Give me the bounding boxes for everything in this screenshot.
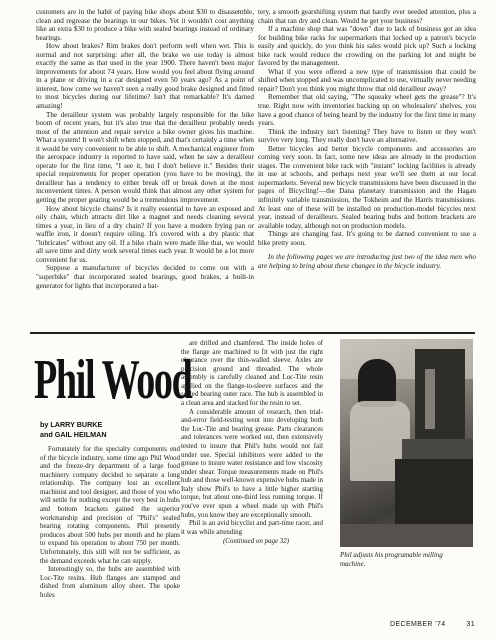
intro-note: In the following pages we are introducing just two of the idea men who are helping to bring about these changes in the bicycle industry. (258, 253, 476, 270)
paragraph: The derailleur system was probably largely responsible for the bike boom of recent years, but it's also true that the derailleur probably needs most of the attention and repair service a bike owner gives his machine. What a system! It won't shift when stopped, and that's certainly a time when it would be very convenient to be able to shift. A mechanical engineer from the aerospace industry is reported to have said, when he saw a derailleur operate for the first time, "I see it, but I don't believe it." Besides their special requirements for proper operation (you have to be moving), the derailleur has a tendency to either break off or break down at the most inconvenient times. A person would think that almost any other system for getting the proper gearing would be a tremendous improvement. (36, 110, 254, 205)
paragraph: Interestingly so, the hubs are assembled with Loc-Tite resins. Hub flanges are stamped and dished from aluminum alloy sheet. The spoke holes (40, 565, 180, 599)
section-divider (30, 332, 475, 334)
paragraph: A considerable amount of research, then trial-and-error field-testing went into developing both the Loc-Tite and bearing grease. Parts clearances and tolerances were worked out, then extensively tested to insure that Phil's hubs would not fail under use. Special inhibitors were added to the grease to insure water resistance and low viscosity under shear. Torque measurements made on Phil's hub and those well-known expensive hubs made in Italy show Phil's to have a little higher starting torque, but about one-third less running torque. If you've ever spun a wheel made up with Phil's hubs, you know they are exceptionally smooth. (181, 407, 323, 519)
paragraph: If a machine shop that was "down" due to lack of business got an idea for building bike racks for supermarkets that locked up a patron's bicycle easily and quickly, do you think his sales would pick up? Such a locking bike rack would reduce the crowding on the parking lot and might be favored by the management. (258, 25, 476, 68)
feature-column-a (40, 445, 180, 599)
paragraph: Phil is an avid bicyclist and part-time racer, and it was while attending (181, 519, 323, 536)
paragraph: Better bicycles and better bicycle components and accessories are coming very soon. In fact, some new ideas are already in the production stages. The convenient bike rack with "instant" locking facilities is already in use at schools, and perhaps next year we'll see them at our local supermarkets. Several new bicycle transmissions have been discussed in the pages of Bicycling!—the Dana planetary transmission and the Hagan infinitely variable transmission, the Tokheim and the Harris transmissions. At least one of these will be installed on production-model bicycles next year, instead of derailleurs. Sealed bearing hubs and bottom brackets are available today, although not on production models. (258, 144, 476, 230)
photo-caption: Phil adjusts his programable milling machine. (340, 551, 443, 568)
paragraph: Suppose a manufacturer of bicycles decided to come out with a "superbike" that incorporated sealed bearings, good brakes, a built-in generator for lights that incorporated a bat- (36, 264, 254, 290)
paragraph: Fortunately for the specialty components end of the bicycle industry, some time ago Phil Wood and the freeze-dry department of a large food machinery company decided to separate a long relationship. The company lost an excellent machinist and tool designer, and those of you who will settle for nothing except the very best in hubs and bottom brackets gained the superior workmanship and precision of "Phil's" sealed bearing rotating components. Phil presently produces about 500 hubs per month and he plans to expand his operation to about 750 per month. Unfortunately, this still will not be sufficient, as the demand exceeds what he can supply. (40, 445, 180, 565)
byline (40, 420, 190, 440)
page-footer (390, 621, 475, 628)
paragraph: Think the industry isn't listening? They have to listen or they won't survive very long. They really don't have an alternative. (258, 127, 476, 145)
photo-milling-machine (340, 339, 473, 547)
feature-column-b (181, 339, 323, 546)
paragraph: How about brakes? Rim brakes don't perform well when wet. This is normal and not surprising: after all, the brake we use today is almost exactly the same as that used in the year 1900. There haven't been major improvements for about 74 years. How would you feel about flying around in a plane or driving in a car designed even 50 years ago? As a point of interest, how come we haven't seen a really good brake designed and fitted to most bicycles during our lifetime? Isn't that remarkable? It's darned amazing! (36, 42, 254, 111)
page-number: 31 (466, 621, 475, 628)
paragraph: What if you were offered a new type of transmission that could be shifted when stopped and was uncomplicated to use, virtually never needing repair? Don't you think you might throw that old derailleur away? (258, 67, 476, 93)
byline-author-1: by LARRY BURKE (40, 420, 103, 429)
paragraph: Things are changing fast. It's going to be darned convenient to use a bike pretty soon. (258, 230, 476, 247)
paragraph: tery, a smooth gearshifting system that hardly ever needed attention, plus a chain that ran dry and clean. Would he get your business? (258, 8, 476, 25)
issue-date: DECEMBER '74 (390, 621, 446, 628)
byline-author-2: and GAIL HEILMAN (40, 429, 107, 439)
paragraph: How about bicycle chains? Is it really essential to have an exposed and oily chain, which attracts dirt like a magnet and needs cleaning several times a year, in lieu of a dry chain? If you have a modern frying pan or waffle iron, it doesn't require oiling. It's covered with a dry plastic that "lubricates" without any oil. If a bike chain were made like that, we would all save time and dirty work several times each year. It would be a lot more convenient for us. (36, 204, 254, 264)
continued-note: (Continued on page 32) (222, 537, 290, 546)
paragraph: are drilled and chamfered. The inside holes of the flange are machined to fit with just the right clearance over the thin-walled sleeve. Axles are precision ground and threaded. The whole assembly is carefully cleaned and Loc-Tite resin applied on the flange-to-sleeve surfaces and the sealed bearing outer race. The hub is assembled in a clean area and stacked for the resin to set. (181, 339, 323, 408)
article-headline: Phil Wood (34, 349, 192, 411)
top-right-column (258, 8, 476, 270)
top-left-column (36, 8, 254, 290)
paragraph: customers are in the habit of paying bike shops about $30 to disassemble, clean and regrease the bearings in our bikes. Yet it wouldn't cost anything like an extra $30 to produce a bike with sealed bearings instead of ordinary bearings. (36, 8, 254, 42)
paragraph: Remember that old saying, "The squeaky wheel gets the grease"? It's true. Right now with inventories backing up on wholesalers' shelves, you have a good chance of being heard by the industry for the first time in many years. (258, 93, 476, 128)
